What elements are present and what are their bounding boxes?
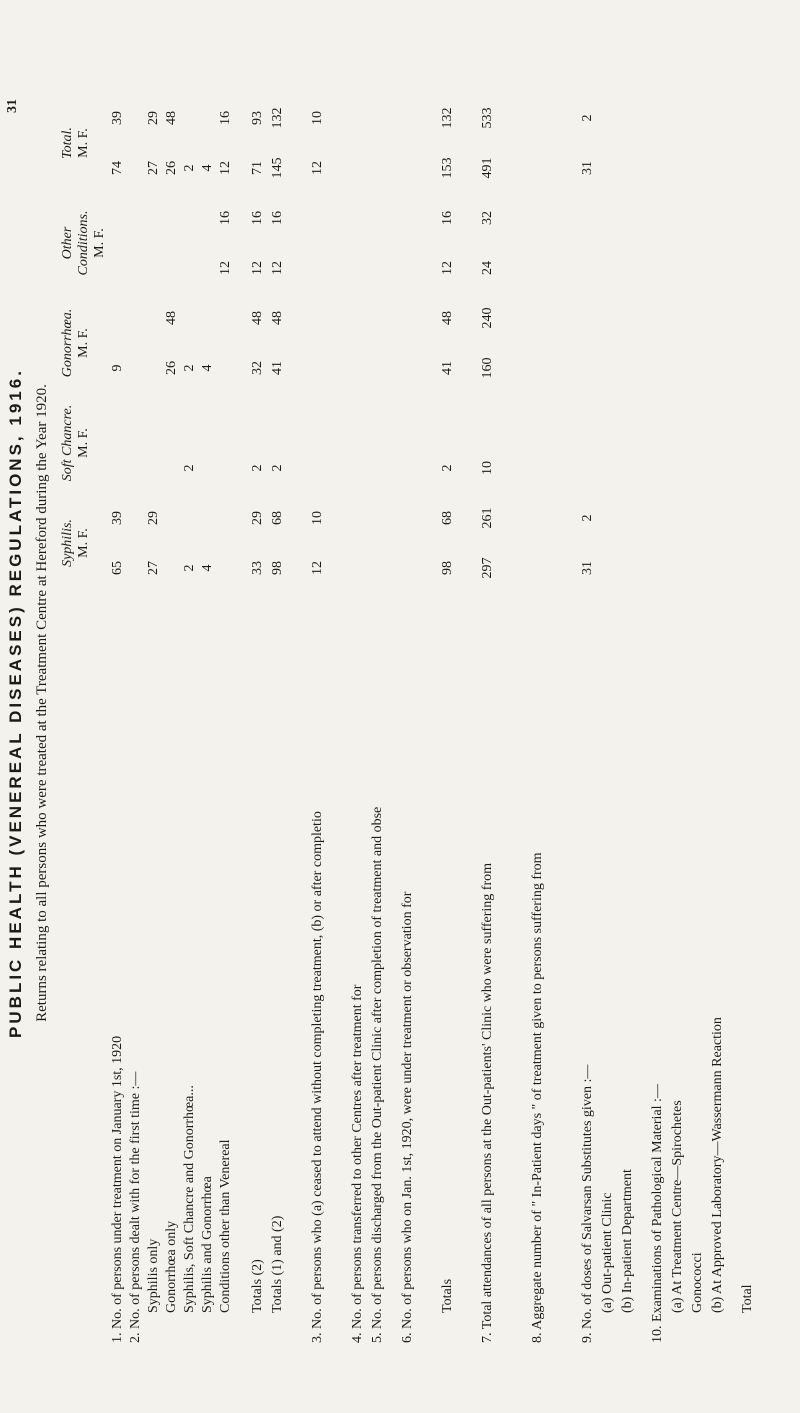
cell-value: 31 xyxy=(580,561,595,575)
cell-value: 2 xyxy=(580,114,595,122)
cell-value: 4 xyxy=(200,164,215,172)
cell-value: 16 xyxy=(270,211,285,225)
row-label: (a) At Treatment Centre—Spirochetes xyxy=(670,1100,685,1313)
cell-value: 2 xyxy=(250,464,265,472)
cell-value: 240 xyxy=(480,307,495,329)
cell-value: 98 xyxy=(440,561,455,575)
cell-value: 160 xyxy=(480,357,495,379)
row-label: Syphilis and Gonorrhœa xyxy=(200,1176,215,1313)
cell-value: 2 xyxy=(182,364,197,372)
cell-value: 41 xyxy=(440,361,455,375)
cell-value: 32 xyxy=(480,211,495,225)
cell-value: 16 xyxy=(250,211,265,225)
row-label: (a) Out-patient Clinic xyxy=(600,1192,615,1313)
cell-value: 27 xyxy=(146,161,161,175)
cell-value: 26 xyxy=(164,161,179,175)
page-number: 31 xyxy=(5,99,20,113)
row-label: Totals (1) and (2) xyxy=(270,1215,285,1313)
row-label: Syphilis, Soft Chancre and Gonorrhœa... xyxy=(182,1085,197,1313)
column-group-name: Gonorrhœa. xyxy=(60,308,75,378)
column-group-name: Total. xyxy=(60,127,75,159)
column-group-5 xyxy=(60,93,92,193)
column-group-name: Soft Chancre. xyxy=(60,404,75,482)
cell-value: 29 xyxy=(250,511,265,525)
cell-value: 33 xyxy=(250,561,265,575)
row-label: Total xyxy=(740,1284,755,1313)
cell-value: 16 xyxy=(218,111,233,125)
cell-value: 12 xyxy=(270,261,285,275)
cell-value: 12 xyxy=(310,561,325,575)
row-label: Conditions other than Venereal xyxy=(218,1139,233,1313)
cell-value: 153 xyxy=(440,157,455,179)
column-group-name: Syphilis. xyxy=(60,519,75,567)
cell-value: 65 xyxy=(110,561,125,575)
cell-value: 2 xyxy=(182,164,197,172)
cell-value: 2 xyxy=(182,564,197,572)
column-group-2 xyxy=(60,393,92,493)
row-label: (b) At Approved Laboratory—Wassermann Reaction xyxy=(710,1017,725,1313)
cell-value: 2 xyxy=(182,464,197,472)
cell-value: 39 xyxy=(110,111,125,125)
cell-value: 2 xyxy=(270,464,285,472)
cell-value: 48 xyxy=(164,111,179,125)
cell-value: 12 xyxy=(218,161,233,175)
cell-value: 16 xyxy=(218,211,233,225)
cell-value: 297 xyxy=(480,557,495,579)
cell-value: 12 xyxy=(440,261,455,275)
cell-value: 29 xyxy=(146,111,161,125)
row-label: Totals xyxy=(440,1278,455,1313)
column-group-sex: M. F. xyxy=(76,528,91,558)
cell-value: 93 xyxy=(250,111,265,125)
row-label: 3. No. of persons who (a) ceased to attend without completing treatment, (b) or after completio xyxy=(310,811,325,1343)
column-group-3 xyxy=(60,293,92,393)
row-label: 9. No. of doses of Salvarsan Substitutes given :— xyxy=(580,1064,595,1343)
row-label: 8. Aggregate number of " In-Patient days " of treatment given to persons suffering from xyxy=(530,852,545,1343)
row-label: Gonococci xyxy=(690,1252,705,1313)
row-label: Syphilis only xyxy=(146,1238,161,1313)
column-group-4 xyxy=(60,193,108,293)
cell-value: 68 xyxy=(440,511,455,525)
cell-value: 4 xyxy=(200,364,215,372)
cell-value: 48 xyxy=(270,311,285,325)
row-label: 6. No. of persons who on Jan. 1st, 1920, were under treatment or observation for xyxy=(400,891,415,1343)
cell-value: 98 xyxy=(270,561,285,575)
cell-value: 48 xyxy=(250,311,265,325)
cell-value: 491 xyxy=(480,157,495,179)
row-label: 10. Examinations of Pathological Material :— xyxy=(650,1084,665,1343)
row-label: 5. No. of persons discharged from the Out-patient Clinic after completion of treatment and obse xyxy=(370,806,385,1343)
cell-value: 12 xyxy=(250,261,265,275)
cell-value: 10 xyxy=(480,461,495,475)
cell-value: 12 xyxy=(218,261,233,275)
cell-value: 132 xyxy=(440,107,455,129)
page-title: PUBLIC HEALTH (VENEREAL DISEASES) REGULATIONS, 1916. xyxy=(6,368,25,1038)
cell-value: 32 xyxy=(250,361,265,375)
row-label: Gonorrhœa only xyxy=(164,1220,179,1313)
row-label: (b) In-patient Department xyxy=(620,1169,635,1313)
cell-value: 261 xyxy=(480,507,495,529)
column-group-name: Other Conditions. xyxy=(60,210,91,276)
cell-value: 10 xyxy=(310,111,325,125)
row-label: 2. No. of persons dealt with for the first time :— xyxy=(128,1071,143,1343)
row-label: 7. Total attendances of all persons at the Out-patients' Clinic who were suffering from xyxy=(480,862,495,1343)
cell-value: 9 xyxy=(110,364,125,372)
cell-value: 2 xyxy=(440,464,455,472)
cell-value: 12 xyxy=(310,161,325,175)
cell-value: 74 xyxy=(110,161,125,175)
column-group-1 xyxy=(60,493,92,593)
cell-value: 132 xyxy=(270,107,285,129)
column-group-sex: M. F. xyxy=(76,428,91,458)
cell-value: 2 xyxy=(580,514,595,522)
cell-value: 31 xyxy=(580,161,595,175)
cell-value: 71 xyxy=(250,161,265,175)
column-group-sex: M. F. xyxy=(76,328,91,358)
cell-value: 41 xyxy=(270,361,285,375)
cell-value: 145 xyxy=(270,157,285,179)
row-label: 4. No. of persons transferred to other Centres after treatment for xyxy=(350,984,365,1343)
column-group-sex: M. F. xyxy=(92,228,107,258)
cell-value: 4 xyxy=(200,564,215,572)
cell-value: 24 xyxy=(480,261,495,275)
page-subtitle: Returns relating to all persons who were treated at the Treatment Centre at Hereford during the Year 1920. xyxy=(34,384,50,1022)
cell-value: 533 xyxy=(480,107,495,129)
cell-value: 10 xyxy=(310,511,325,525)
cell-value: 27 xyxy=(146,561,161,575)
cell-value: 48 xyxy=(440,311,455,325)
cell-value: 26 xyxy=(164,361,179,375)
cell-value: 29 xyxy=(146,511,161,525)
row-label: Totals (2) xyxy=(250,1259,265,1313)
cell-value: 68 xyxy=(270,511,285,525)
row-label: 1. No. of persons under treatment on January 1st, 1920 xyxy=(110,1035,125,1343)
cell-value: 16 xyxy=(440,211,455,225)
cell-value: 48 xyxy=(164,311,179,325)
cell-value: 39 xyxy=(110,511,125,525)
column-group-sex: M. F. xyxy=(76,128,91,158)
